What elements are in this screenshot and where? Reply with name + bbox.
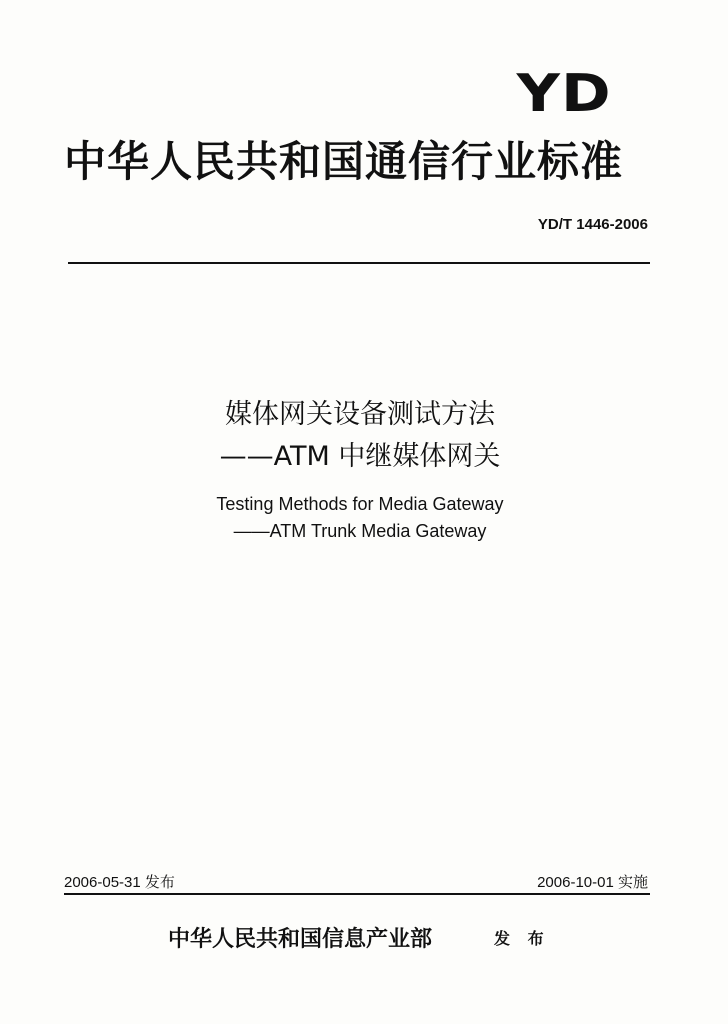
standard-code: YD/T 1446-2006: [537, 216, 648, 233]
yd-logo: YD: [516, 64, 612, 124]
title-en-line2: ——ATM Trunk Media Gateway: [233, 521, 487, 541]
publish-date: 2006-05-31 发布: [64, 874, 175, 891]
standard-title: 中华人民共和国通信行业标准: [64, 137, 624, 186]
footer-divider: [64, 893, 650, 895]
header-divider: [68, 262, 650, 264]
effective-date: 2006-10-01 实施: [537, 874, 648, 891]
title-cn-line2: ——ATM 中继媒体网关: [219, 441, 501, 472]
issue-label: 发 布: [494, 929, 550, 948]
title-cn-line1: 媒体网关设备测试方法: [225, 399, 495, 430]
title-en-line1: Testing Methods for Media Gateway: [216, 494, 504, 514]
issuing-authority: 中华人民共和国信息产业部: [168, 926, 433, 952]
